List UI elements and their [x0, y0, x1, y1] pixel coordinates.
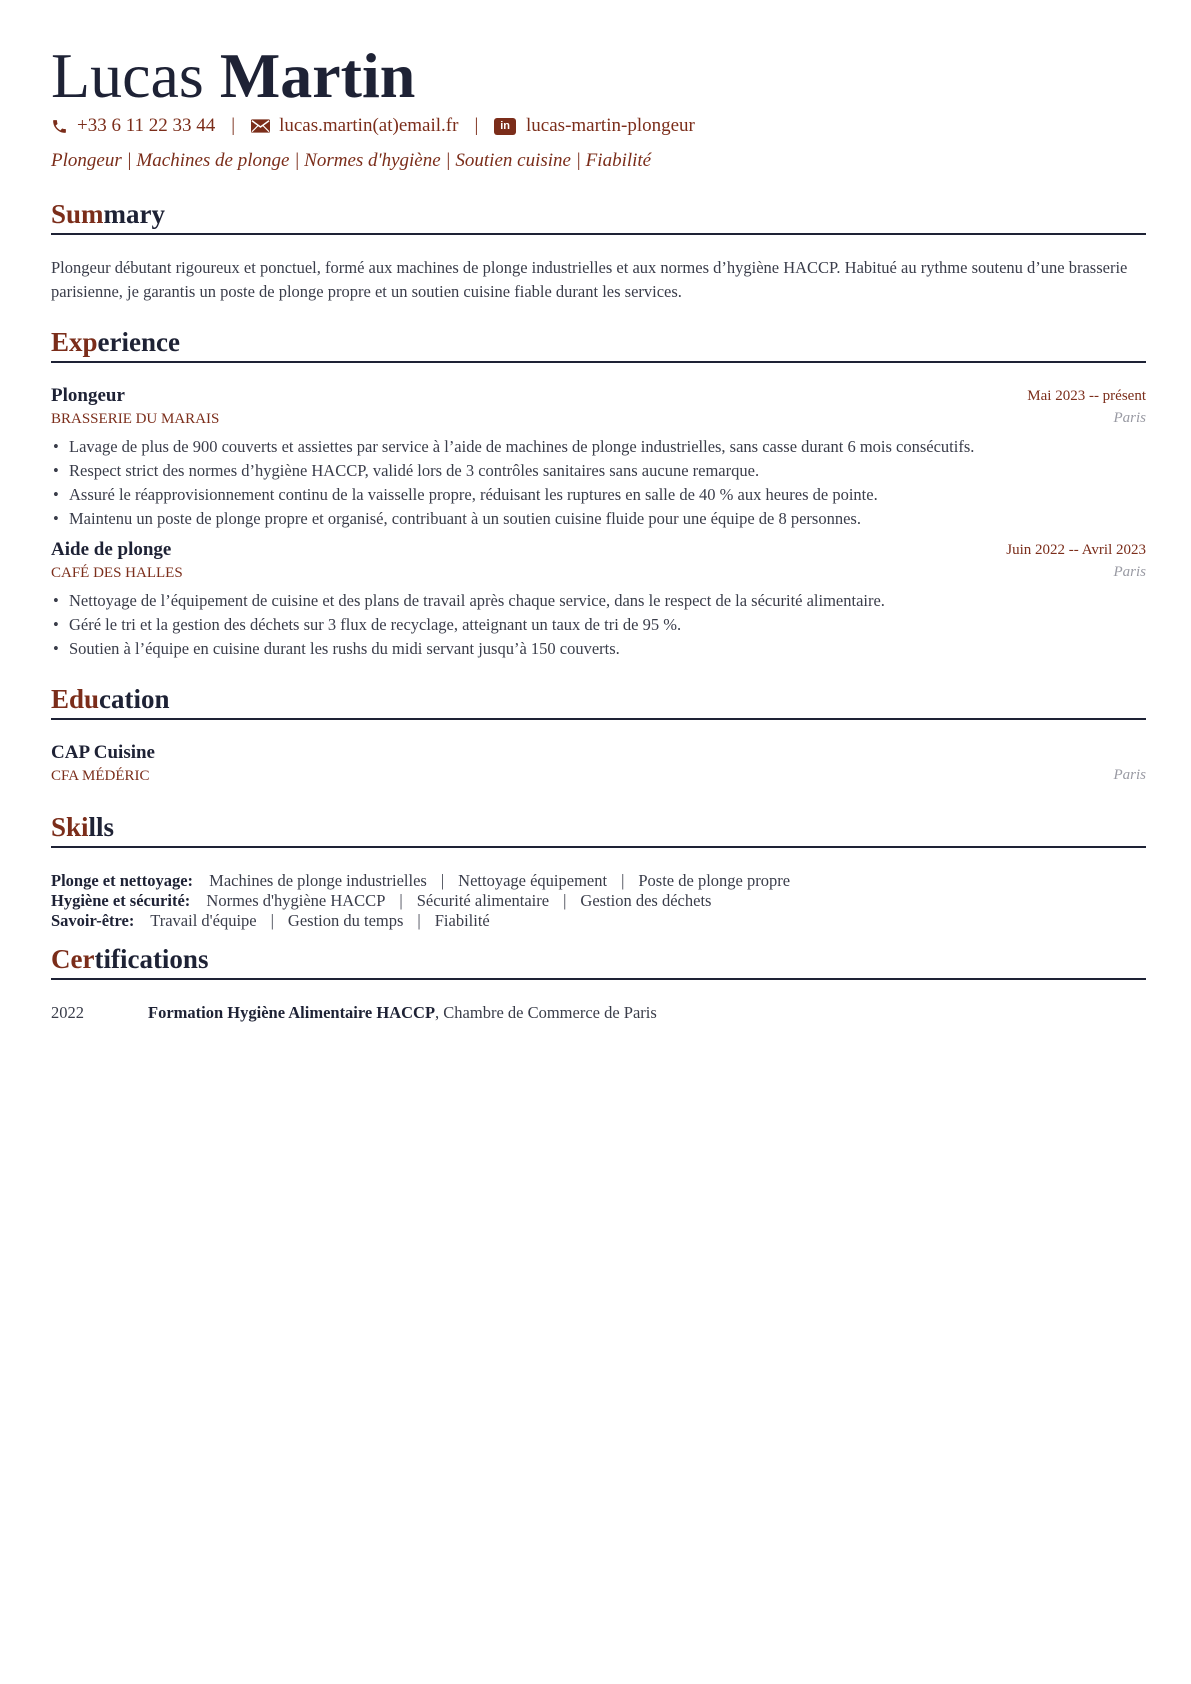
linkedin-icon: in — [494, 118, 516, 135]
job-dates: Mai 2023 -- présent — [1027, 388, 1146, 404]
skill-item: Poste de plonge propre — [638, 871, 791, 890]
section-title-accent: Ski — [51, 812, 89, 842]
first-name: Lucas — [51, 40, 204, 111]
achievement-item: • Soutien à l’équipe en cuisine durant les rushs du midi servant jusqu’à 150 couverts. — [51, 637, 1146, 661]
skill-category: Savoir-être: — [51, 911, 135, 930]
section-title-accent: Edu — [51, 684, 100, 714]
skill-row — [51, 871, 790, 891]
skill-separator: | — [270, 911, 274, 930]
skill-row — [51, 891, 711, 911]
section-title-rest: lls — [88, 812, 115, 842]
certification-issuer: , Chambre de Commerce de Paris — [435, 1003, 657, 1022]
skill-item: Gestion des déchets — [580, 891, 712, 910]
job-dates: Juin 2022 -- Avril 2023 — [1006, 542, 1146, 558]
contact-bar — [51, 112, 695, 140]
linkedin-handle: lucas-martin-plongeur — [526, 115, 695, 136]
headline-keywords: Plongeur | Machines de plonge | Normes d'hygiène | Soutien cuisine | Fiabilité — [51, 150, 652, 171]
skill-row — [51, 911, 490, 931]
achievement-item: • Assuré le réapprovisionnement continu de la vaisselle propre, réduisant les ruptures en salle de 40 % aux heures de pointe. — [51, 483, 1146, 507]
achievement-item: • Nettoyage de l’équipement de cuisine et des plans de travail après chaque service, dans le respect de la sécurité alimentaire. — [51, 589, 1146, 613]
summary-text: Plongeur débutant rigoureux et ponctuel, formé aux machines de plonge industrielles et aux normes d’hygiène HACCP. Habitué au rythme soutenu d’une brasserie parisienne, je garantis un poste de plonge propre et un soutien cuisine fiable durant les services. — [51, 258, 1128, 301]
section-title-summary — [51, 197, 1146, 235]
job-title: Plongeur — [51, 385, 125, 406]
school-location: Paris — [1113, 767, 1146, 783]
section-title-rest: erience — [97, 327, 180, 357]
achievement-item: • Géré le tri et la gestion des déchets sur 3 flux de recyclage, atteignant un taux de tri de 95 %. — [51, 613, 1146, 637]
candidate-name — [51, 36, 415, 116]
last-name: Martin — [219, 40, 416, 111]
section-title-rest: cation — [99, 684, 170, 714]
job-location: Paris — [1113, 564, 1146, 580]
skill-separator: | — [621, 871, 625, 890]
skill-separator: | — [563, 891, 567, 910]
job-employer: CAFÉ DES HALLES — [51, 565, 183, 581]
job-achievements — [51, 435, 1146, 531]
skill-category: Hygiène et sécurité: — [51, 891, 191, 910]
section-title-experience — [51, 325, 1146, 363]
achievement-item: • Lavage de plus de 900 couverts et assiettes par service à l’aide de machines de plonge industrielles, sans casse durant 6 mois consécutifs. — [51, 435, 1146, 459]
certification-year: 2022 — [51, 1003, 84, 1022]
envelope-icon — [251, 119, 270, 133]
job-title: Aide de plonge — [51, 539, 172, 560]
phone-icon — [51, 118, 68, 135]
skill-item: Gestion du temps — [287, 911, 404, 930]
phone-contact[interactable] — [51, 112, 215, 140]
achievement-item: • Respect strict des normes d’hygiène HACCP, validé lors de 3 contrôles sanitaires sans aucune remarque. — [51, 459, 1146, 483]
section-title-accent: Exp — [51, 327, 98, 357]
skill-item: Normes d'hygiène HACCP — [206, 891, 386, 910]
degree-title: CAP Cuisine — [51, 742, 155, 763]
achievement-item: • Maintenu un poste de plonge propre et organisé, contribuant à un soutien cuisine fluide pour une équipe de 8 personnes. — [51, 507, 1146, 531]
job-employer: BRASSERIE DU MARAIS — [51, 411, 220, 427]
contact-separator: | — [231, 115, 236, 136]
skill-category: Plonge et nettoyage: — [51, 871, 194, 890]
linkedin-contact[interactable] — [494, 112, 695, 140]
job-location: Paris — [1113, 410, 1146, 426]
skill-item: Machines de plonge industrielles — [209, 871, 427, 890]
skill-item: Nettoyage équipement — [458, 871, 608, 890]
phone-number: +33 6 11 22 33 44 — [77, 115, 216, 136]
skill-item: Sécurité alimentaire — [416, 891, 550, 910]
skill-item: Fiabilité — [434, 911, 490, 930]
certification-name: Formation Hygiène Alimentaire HACCP — [148, 1003, 436, 1022]
skill-separator: | — [417, 911, 421, 930]
section-title-rest: mary — [103, 199, 166, 229]
contact-separator: | — [474, 115, 479, 136]
skill-item: Travail d'équipe — [150, 911, 257, 930]
section-title-accent: Cer — [51, 944, 95, 974]
school-name: CFA MÉDÉRIC — [51, 768, 150, 784]
certification-entry — [51, 1002, 657, 1024]
section-title-accent: Sum — [51, 199, 104, 229]
job-achievements — [51, 589, 1146, 661]
email-address: lucas.martin(at)email.fr — [279, 115, 459, 136]
section-title-education — [51, 682, 1146, 720]
section-title-rest: tifications — [94, 944, 209, 974]
section-title-skills — [51, 810, 1146, 848]
section-title-certifications — [51, 942, 1146, 980]
skill-separator: | — [440, 871, 445, 890]
skill-separator: | — [399, 891, 403, 910]
email-contact[interactable] — [251, 112, 458, 140]
